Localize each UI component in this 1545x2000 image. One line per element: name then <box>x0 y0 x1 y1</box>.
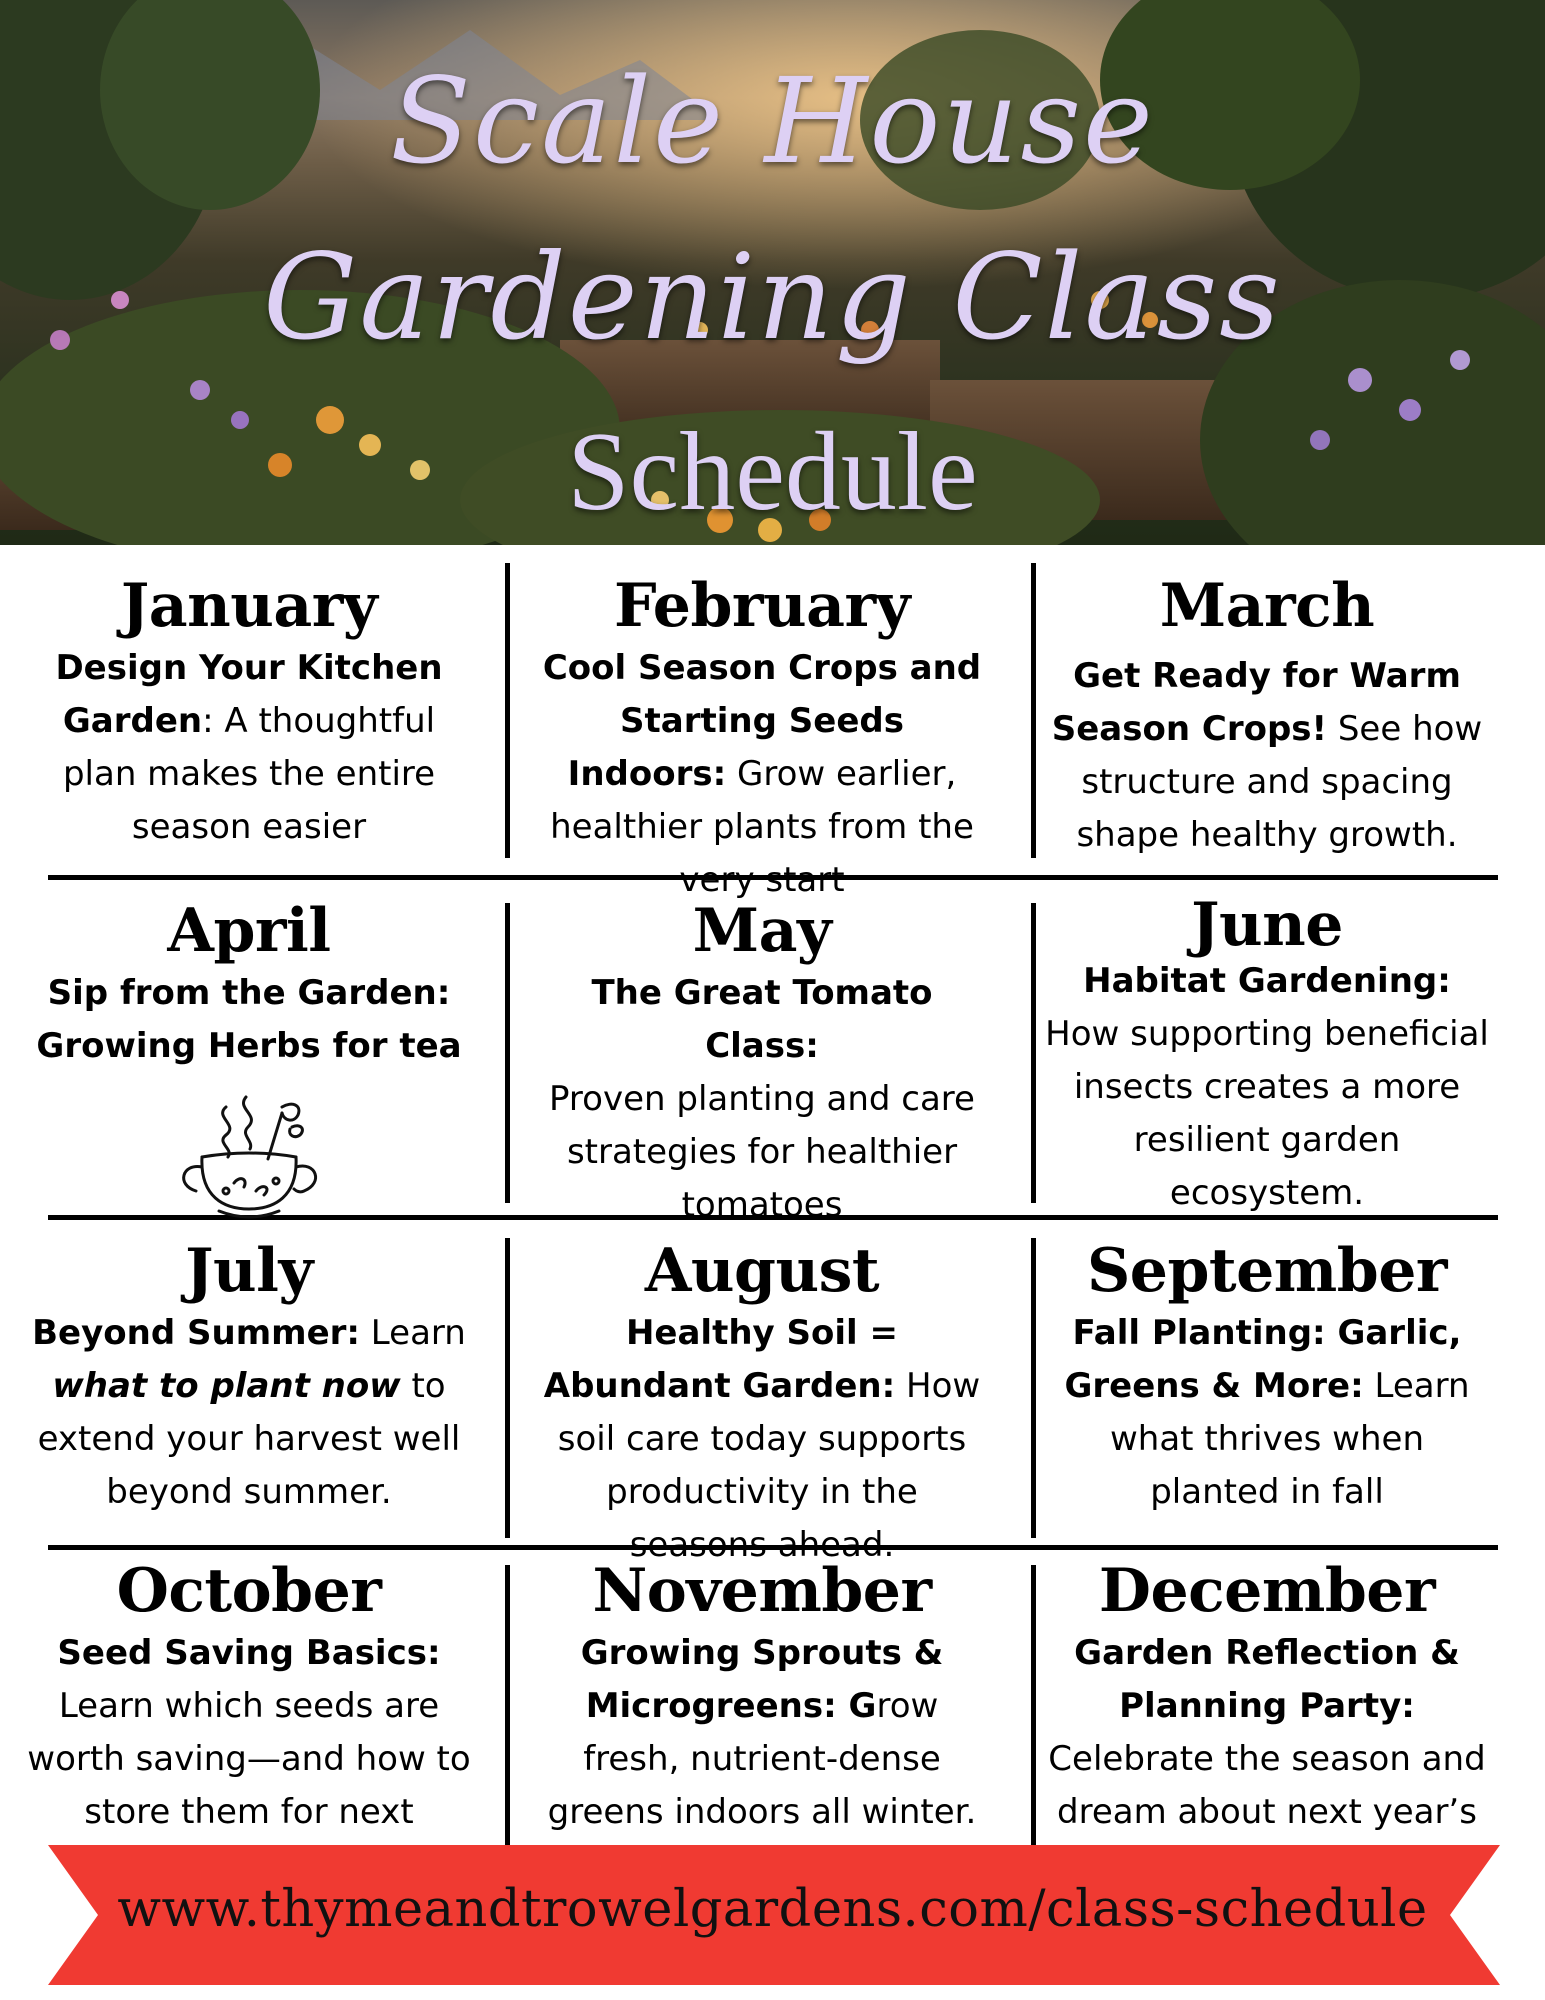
month-title: April <box>167 896 331 966</box>
month-title: October <box>116 1556 382 1626</box>
class-description: Beyond Summer: Learn what to plant now to extend your harvest well beyond summer. <box>32 1313 466 1512</box>
grid-divider <box>1031 1238 1036 1538</box>
month-cell-october <box>24 1555 474 1892</box>
class-description: Garden Reflection & Planning Party: Celebrate the season and dream about next year’s <box>1048 1633 1486 1832</box>
month-cell-august <box>537 1235 987 1572</box>
schedule-grid <box>0 545 1545 1845</box>
month-title: September <box>1086 1236 1448 1306</box>
website-link[interactable]: www.thymeandtrowelgardens.com/class-schedule <box>117 1880 1428 1939</box>
month-cell-april <box>24 895 474 1227</box>
month-cell-march <box>1042 570 1492 862</box>
class-description: Get Ready for Warm Season Crops! See how structure and spacing shape healthy growth. <box>1051 656 1483 855</box>
grid-divider <box>1031 1565 1036 1845</box>
grid-divider <box>1031 903 1036 1203</box>
month-cell-september <box>1042 1235 1492 1519</box>
month-cell-july <box>24 1235 474 1519</box>
grid-divider <box>1031 563 1036 858</box>
month-cell-january <box>24 570 474 854</box>
class-description: Design Your Kitchen Garden: A thoughtful plan makes the entire season easier <box>55 648 443 847</box>
class-description: Fall Planting: Garlic, Greens & More: Learn what thrives when planted in fall <box>1064 1313 1470 1512</box>
month-title: January <box>120 571 378 641</box>
title-line-2: Gardening Class <box>263 228 1282 366</box>
month-title: June <box>1191 890 1343 960</box>
grid-divider <box>505 1238 510 1538</box>
title-line-3: Schedule <box>567 410 978 534</box>
grid-divider <box>505 563 510 858</box>
class-description: Sip from the Garden: Growing Herbs for tea <box>36 973 462 1066</box>
class-description: Habitat Gardening: How supporting beneficial insects creates a more resilient garden ecosystem. <box>1045 961 1489 1213</box>
month-title: July <box>185 1236 313 1306</box>
month-title: February <box>613 571 911 641</box>
month-title: May <box>692 896 832 966</box>
hero-banner <box>0 0 1545 545</box>
month-cell-may <box>537 895 987 1232</box>
class-description: The Great Tomato Class: Proven planting and care strategies for healthier tomatoes <box>549 973 975 1225</box>
month-title: March <box>1159 571 1375 641</box>
title-line-1: Scale House <box>390 52 1155 190</box>
month-title: August <box>644 1236 880 1306</box>
teacup-icon <box>164 1087 334 1227</box>
grid-divider <box>505 903 510 1203</box>
class-description: Healthy Soil = Abundant Garden: How soil care today supports productivity in the seasons ahead. <box>543 1313 981 1565</box>
month-cell-february <box>537 570 987 907</box>
class-description: Growing Sprouts & Microgreens: Grow fresh, nutrient-dense greens indoors all winter. <box>547 1633 977 1832</box>
grid-divider <box>505 1565 510 1845</box>
month-cell-june <box>1042 890 1492 1220</box>
month-cell-november <box>537 1555 987 1839</box>
month-cell-december <box>1042 1555 1492 1892</box>
class-description: Cool Season Crops and Starting Seeds Indoors: Grow earlier, healthier plants from the very start <box>542 648 982 900</box>
class-description: Seed Saving Basics: Learn which seeds are worth saving—and how to store them for next <box>27 1633 471 1832</box>
month-title: December <box>1098 1556 1436 1626</box>
month-title: November <box>592 1556 932 1626</box>
